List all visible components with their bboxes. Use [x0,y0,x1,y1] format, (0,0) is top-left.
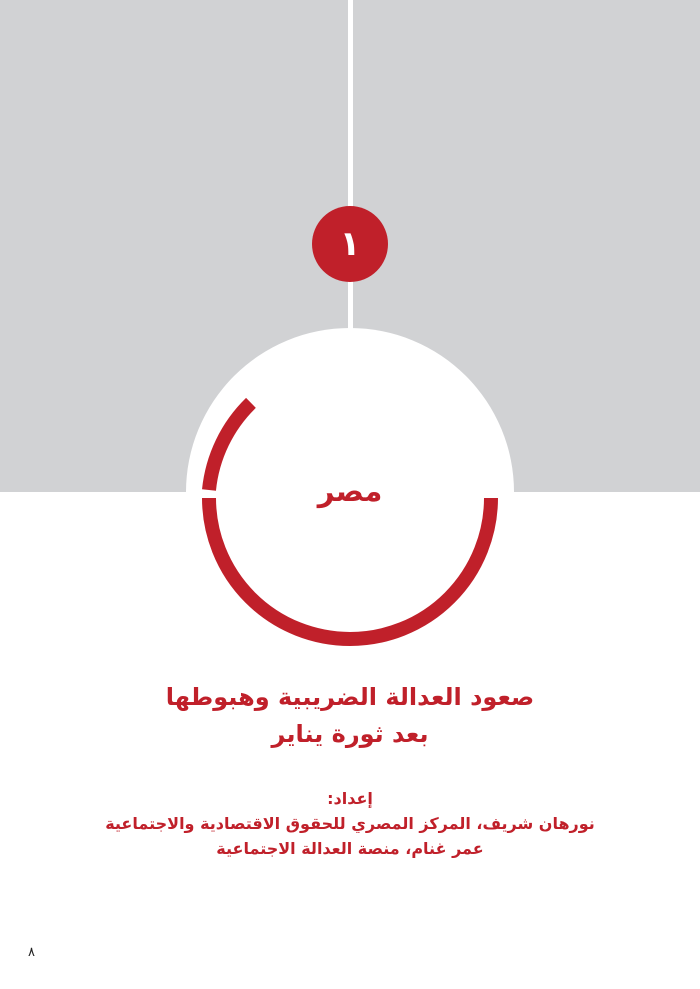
authors-block [60,786,640,861]
authors-heading: إعداد: [327,789,373,808]
author-line-1: نورهان شريف، المركز المصري للحقوق الاقتصادية والاجتماعية [105,814,595,833]
country-label: مصر [317,474,383,508]
page-number: ٨ [28,945,35,960]
chapter-title [60,679,640,753]
author-line-2: عمر غنام، منصة العدالة الاجتماعية [216,839,484,858]
chapter-title-line-1: صعود العدالة الضريبية وهبوطها [165,683,535,711]
chapter-title-line-2: بعد ثورة يناير [271,720,429,748]
chapter-number: ١ [339,224,361,264]
